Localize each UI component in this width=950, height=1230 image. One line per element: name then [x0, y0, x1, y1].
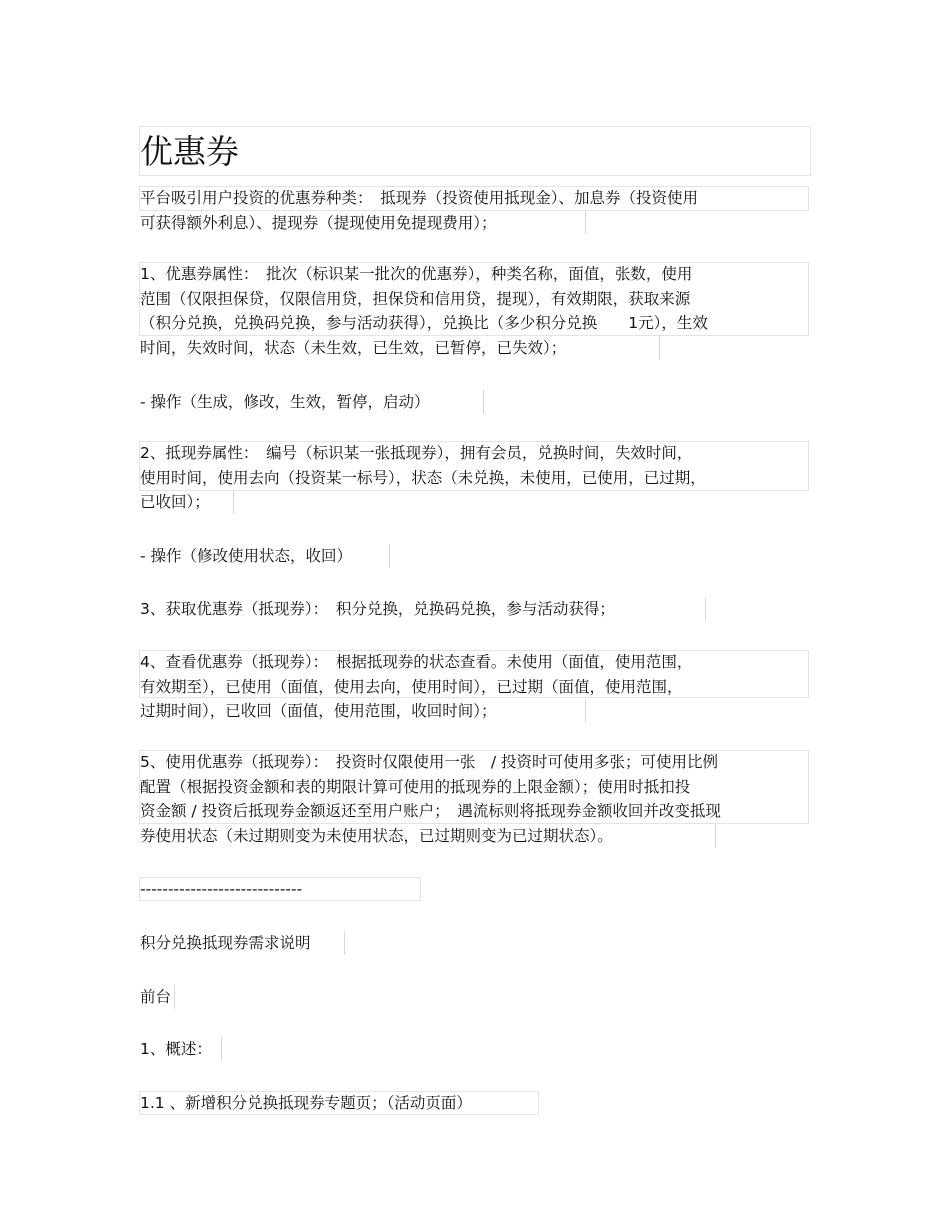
text-line: 范围（仅限担保贷，仅限信用贷，担保贷和信用贷，提现），有效期限，获取来源	[140, 289, 691, 308]
paragraph-coupon-attributes	[140, 262, 808, 360]
text-line: 积分兑换抵现券需求说明	[140, 934, 311, 952]
text-line: 3、获取优惠券（抵现券）： 积分兑换，兑换码兑换，参与活动获得；	[140, 600, 615, 618]
page-title: 优惠券	[140, 132, 239, 171]
text-line: - 操作（修改使用状态，收回）	[140, 547, 353, 565]
text-line: 过期时间），已收回（面值，使用范围，收回时间）；	[140, 702, 497, 720]
section-heading-requirements	[140, 931, 808, 956]
text-line: 1、概述：	[140, 1040, 212, 1058]
text-line: （积分兑换，兑换码兑换，参与活动获得），兑换比（多少积分兑换 1元），生效	[140, 314, 708, 332]
text-line: 可获得额外利息）、提现券（提现使用免提现费用）；	[140, 213, 497, 232]
text-line: 4、查看优惠券（抵现券）： 根据抵现券的状态查看。未使用（面值，使用范围，	[140, 653, 693, 671]
paragraph-get-coupon	[140, 597, 808, 622]
text-line: 时间，失效时间，状态（未生效，已生效，已暂停，已失效）；	[140, 338, 567, 357]
text-line: 券使用状态（未过期则变为未使用状态，已过期则变为已过期状态）。	[140, 826, 613, 845]
text-line: 使用时间，使用去向（投资某一标号），状态（未兑换，未使用，已使用，已过期，	[140, 468, 706, 487]
text-line: 前台	[140, 988, 172, 1006]
section-heading-overview	[140, 1037, 808, 1062]
divider-text	[140, 877, 808, 902]
text-line: 1.1 、新增积分兑换抵现券专题页；（活动页面）	[140, 1094, 472, 1112]
overview-item-1-1	[140, 1091, 808, 1116]
text-line: -----------------------------	[140, 880, 303, 898]
text-line: - 操作（生成，修改，生效，暂停，启动）	[140, 393, 430, 411]
text-line: 5、使用优惠券（抵现券）： 投资时仅限使用一张 / 投资时可使用多张；可使用比例	[140, 753, 719, 771]
text-line: 有效期至），已使用（面值，使用去向，使用时间），已过期（面值，使用范围，	[140, 677, 683, 696]
text-line: 已收回）；	[140, 493, 210, 511]
paragraph-voucher-operations	[140, 544, 808, 569]
section-heading-frontend	[140, 985, 808, 1010]
text-line: 平台吸引用户投资的优惠券种类： 抵现券（投资使用抵现金）、加息券（投资使用	[140, 189, 699, 207]
paragraph-view-coupon	[140, 650, 808, 724]
paragraph-use-coupon	[140, 750, 808, 848]
title-frame	[139, 126, 811, 176]
paragraph-coupon-operations	[140, 390, 808, 415]
text-line: 2、抵现券属性： 编号（标识某一张抵现券），拥有会员，兑换时间，失效时间，	[140, 444, 693, 462]
text-line: 资金额 / 投资后抵现券金额返还至用户账户； 遇流标则将抵现券金额收回并改变抵现	[140, 802, 721, 820]
text-line: 1、优惠券属性： 批次（标识某一批次的优惠券），种类名称，面值，张数，使用	[140, 265, 693, 283]
text-line: 配置（根据投资金额和表的期限计算可使用的抵现券的上限金额）；使用时抵扣投	[140, 777, 691, 796]
paragraph-voucher-attributes	[140, 441, 808, 515]
paragraph-coupon-types	[140, 186, 808, 235]
